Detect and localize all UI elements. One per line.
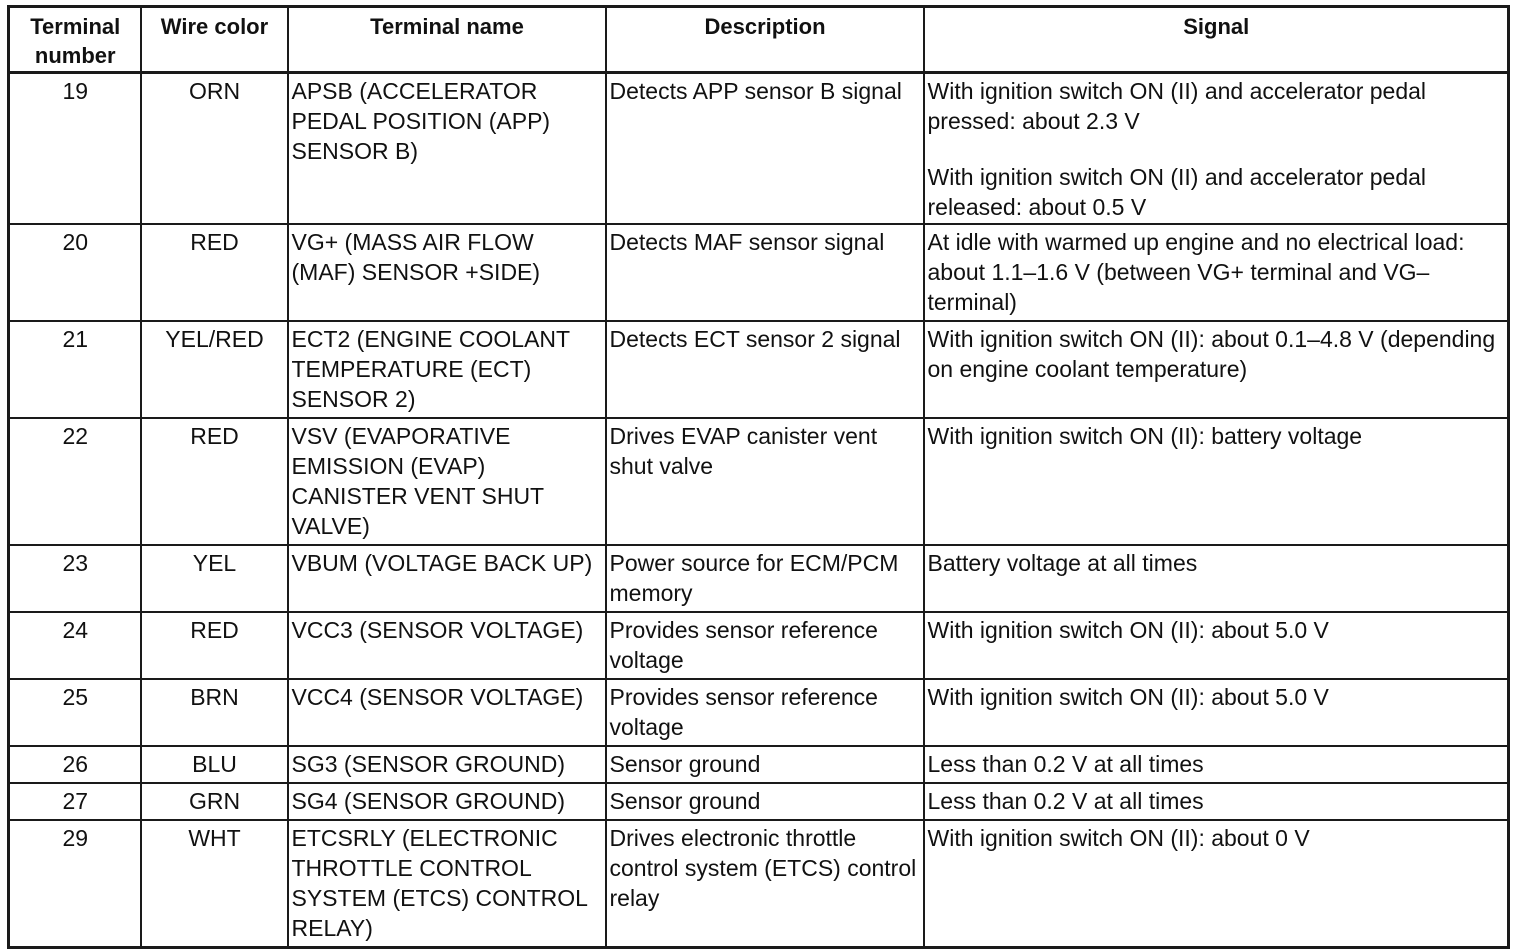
terminal-number-cell: 19 — [9, 73, 141, 225]
terminal-name-cell: VBUM (VOLTAGE BACK UP) — [288, 545, 606, 612]
description-cell: Provides sensor reference voltage — [606, 679, 924, 746]
header-row — [9, 7, 1509, 73]
signal-cell — [924, 418, 1509, 545]
signal-text: With ignition switch ON (II) and accelerator pedal pressed: about 2.3 V — [927, 78, 1427, 134]
terminal-name-cell: VCC4 (SENSOR VOLTAGE) — [288, 679, 606, 746]
terminal-number-cell: 27 — [9, 783, 141, 820]
table-body — [9, 73, 1509, 948]
terminal-number-cell: 29 — [9, 820, 141, 947]
header-terminal-number: Terminal number — [9, 7, 141, 73]
header-wire-color: Wire color — [141, 7, 288, 73]
signal-cell — [924, 783, 1509, 820]
signal-cell — [924, 73, 1509, 225]
wire-color-cell: WHT — [141, 820, 288, 947]
description-cell: Drives EVAP canister vent shut valve — [606, 418, 924, 545]
terminal-name-cell: ETCSRLY (ELECTRONIC THROTTLE CONTROL SYSTEM (ETCS) CONTROL RELAY) — [288, 820, 606, 947]
terminal-number-cell: 25 — [9, 679, 141, 746]
wire-color-cell: RED — [141, 224, 288, 321]
signal-text: With ignition switch ON (II): battery voltage — [927, 423, 1363, 449]
terminal-name-cell: SG4 (SENSOR GROUND) — [288, 783, 606, 820]
terminal-name-cell: ECT2 (ENGINE COOLANT TEMPERATURE (ECT) SENSOR 2) — [288, 321, 606, 418]
header-terminal-name: Terminal name — [288, 7, 606, 73]
signal-cell — [924, 321, 1509, 418]
table-row — [9, 321, 1509, 418]
terminal-table-container — [7, 5, 1510, 949]
signal-text: Battery voltage at all times — [927, 550, 1198, 576]
wire-color-cell: ORN — [141, 73, 288, 225]
description-cell: Detects APP sensor B signal — [606, 73, 924, 225]
wire-color-cell: BRN — [141, 679, 288, 746]
signal-cell — [924, 224, 1509, 321]
signal-text: Less than 0.2 V at all times — [927, 788, 1204, 814]
terminal-name-cell: APSB (ACCELERATOR PEDAL POSITION (APP) SENSOR B) — [288, 73, 606, 225]
description-cell: Detects ECT sensor 2 signal — [606, 321, 924, 418]
signal-text: Less than 0.2 V at all times — [927, 751, 1204, 777]
signal-text: With ignition switch ON (II) and accelerator pedal released: about 0.5 V — [927, 164, 1427, 220]
description-cell: Power source for ECM/PCM memory — [606, 545, 924, 612]
table-row — [9, 418, 1509, 545]
table-row — [9, 224, 1509, 321]
wire-color-cell: RED — [141, 418, 288, 545]
terminal-name-cell: VG+ (MASS AIR FLOW (MAF) SENSOR +SIDE) — [288, 224, 606, 321]
signal-text: With ignition switch ON (II): about 0.1–4.8 V (depending on engine coolant temperature) — [927, 326, 1496, 382]
terminal-number-cell: 22 — [9, 418, 141, 545]
terminal-name-cell: SG3 (SENSOR GROUND) — [288, 746, 606, 783]
terminal-table — [7, 5, 1510, 949]
terminal-number-cell: 26 — [9, 746, 141, 783]
table-row — [9, 612, 1509, 679]
signal-cell — [924, 545, 1509, 612]
terminal-number-cell: 20 — [9, 224, 141, 321]
signal-text: At idle with warmed up engine and no electrical load: about 1.1–1.6 V (between VG+ terminal and VG– terminal) — [927, 229, 1465, 315]
signal-text: With ignition switch ON (II): about 5.0 V — [927, 617, 1329, 643]
table-row — [9, 783, 1509, 820]
wire-color-cell: GRN — [141, 783, 288, 820]
header-description: Description — [606, 7, 924, 73]
table-header — [9, 7, 1509, 73]
table-row — [9, 679, 1509, 746]
description-cell: Sensor ground — [606, 746, 924, 783]
description-cell: Detects MAF sensor signal — [606, 224, 924, 321]
signal-cell — [924, 820, 1509, 947]
terminal-number-cell: 24 — [9, 612, 141, 679]
wire-color-cell: YEL — [141, 545, 288, 612]
terminal-name-cell: VSV (EVAPORATIVE EMISSION (EVAP) CANISTER VENT SHUT VALVE) — [288, 418, 606, 545]
signal-text: With ignition switch ON (II): about 0 V — [927, 825, 1310, 851]
description-cell: Sensor ground — [606, 783, 924, 820]
header-signal: Signal — [924, 7, 1509, 73]
table-row — [9, 73, 1509, 225]
signal-text: With ignition switch ON (II): about 5.0 V — [927, 684, 1329, 710]
terminal-name-cell: VCC3 (SENSOR VOLTAGE) — [288, 612, 606, 679]
table-row — [9, 545, 1509, 612]
signal-cell — [924, 679, 1509, 746]
signal-cell — [924, 612, 1509, 679]
terminal-number-cell: 23 — [9, 545, 141, 612]
description-cell: Drives electronic throttle control system (ETCS) control relay — [606, 820, 924, 947]
wire-color-cell: YEL/RED — [141, 321, 288, 418]
signal-cell — [924, 746, 1509, 783]
wire-color-cell: BLU — [141, 746, 288, 783]
table-row — [9, 746, 1509, 783]
wire-color-cell: RED — [141, 612, 288, 679]
table-row — [9, 820, 1509, 947]
terminal-number-cell: 21 — [9, 321, 141, 418]
description-cell: Provides sensor reference voltage — [606, 612, 924, 679]
